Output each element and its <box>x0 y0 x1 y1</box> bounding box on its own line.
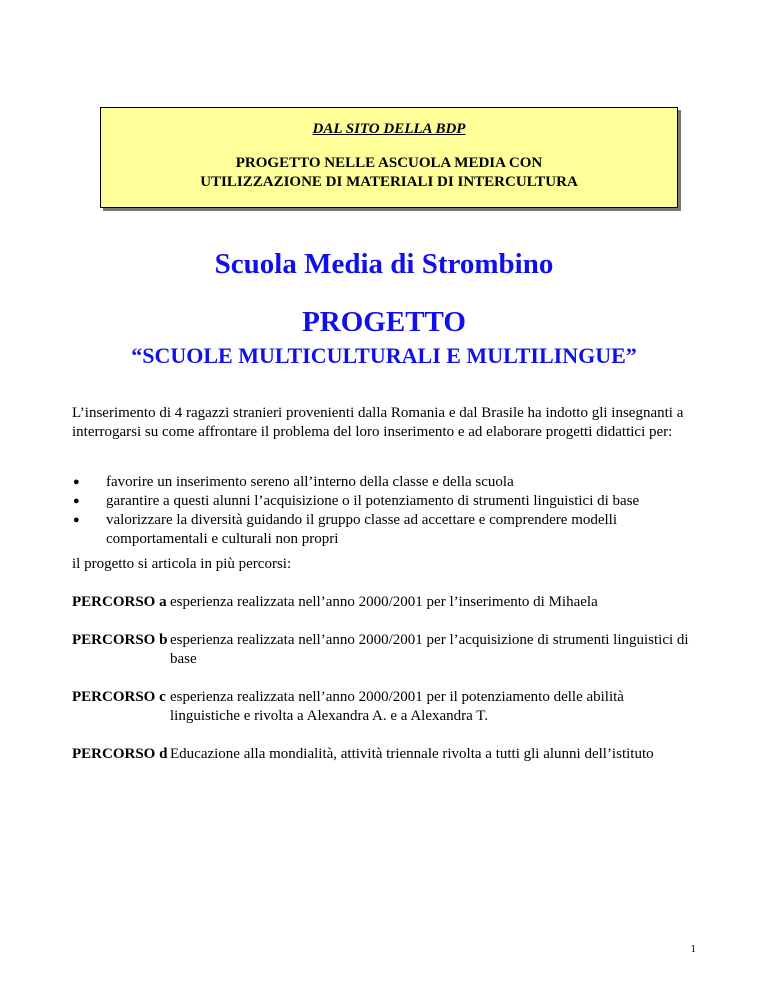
list-item <box>72 473 697 492</box>
source-header-box <box>100 107 678 208</box>
header-line-1: PROGETTO NELLE ASCUOLA MEDIA CON <box>235 155 543 171</box>
source-label: DAL SITO DELLA BDP <box>312 121 466 137</box>
articulation-text: il progetto si articola in più percorsi: <box>72 556 292 572</box>
list-item <box>72 511 697 549</box>
project-subtitle: “SCUOLE MULTICULTURALI E MULTILINGUE” <box>131 343 637 368</box>
percorso-description: esperienza realizzata nell’anno 2000/2001 per l’acquisizione di strumenti linguistici di base <box>170 632 689 667</box>
percorso-description: esperienza realizzata nell’anno 2000/2001 per il potenziamento delle abilità linguistiche e rivolta a Alexandra A. e a Alexandra T. <box>170 689 624 724</box>
bullet-icon: ● <box>73 476 80 488</box>
percorso-label: PERCORSO d <box>72 746 168 762</box>
bullet-icon: ● <box>73 514 80 526</box>
school-name: Scuola Media di Strombino <box>214 248 554 280</box>
bullet-text: garantire a questi alunni l’acquisizione o il potenziamento di strumenti linguistici di base <box>106 493 640 509</box>
page-number: 1 <box>690 943 696 955</box>
percorso-label: PERCORSO b <box>72 632 168 648</box>
percorso-description: Educazione alla mondialità, attività triennale rivolta a tutti gli alunni dell’istituto <box>170 746 654 762</box>
bullet-icon: ● <box>73 495 80 507</box>
percorso-label: PERCORSO c <box>72 689 166 705</box>
percorso-label: PERCORSO a <box>72 594 167 610</box>
bullet-text: favorire un inserimento sereno all’interno della classe e della scuola <box>106 474 514 490</box>
list-item <box>72 492 697 511</box>
header-line-2: UTILIZZAZIONE DI MATERIALI DI INTERCULTURA <box>200 174 578 190</box>
intro-paragraph: L’inserimento di 4 ragazzi stranieri provenienti dalla Romania e dal Brasile ha indotto gli insegnanti a interrogarsi su come affrontare il problema del loro inserimento e ad elaborare progetti didattici per: <box>72 405 684 440</box>
goals-list <box>72 473 697 549</box>
bullet-text: valorizzare la diversità guidando il gruppo classe ad accettare e comprendere modelli comportamentali e culturali non propri <box>106 512 618 547</box>
percorso-description: esperienza realizzata nell’anno 2000/2001 per l’inserimento di Mihaela <box>170 594 598 610</box>
project-title: PROGETTO <box>302 306 466 338</box>
